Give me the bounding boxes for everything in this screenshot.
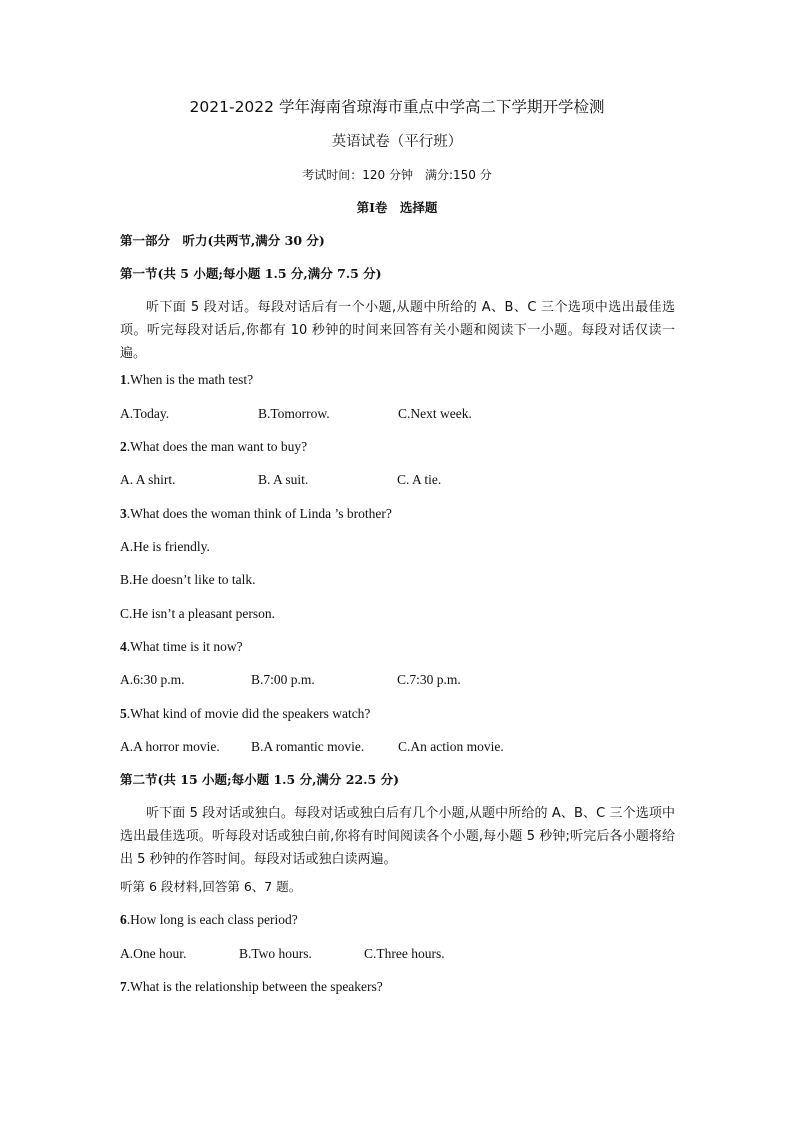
question-2 (120, 439, 307, 455)
question-number: 7 (120, 979, 127, 994)
q6-option-a: A.One hour. (120, 946, 187, 961)
question-text: .What time is it now? (126, 639, 243, 654)
exam-title: 2021-2022 学年海南省琼海市重点中学高二下学期开学检测 (189, 98, 605, 116)
question-number: 2 (120, 439, 127, 454)
section1-heading: 第一节(共 5 小题;每小题 1.5 分,满分 7.5 分) (120, 266, 382, 281)
exam-info: 考试时间：120 分钟 满分:150 分 (302, 168, 492, 182)
question-4 (120, 639, 243, 655)
question-text: .When is the math test? (126, 372, 254, 387)
question-number: 3 (120, 506, 127, 521)
question-3 (120, 506, 392, 522)
section1-instructions: 听下面 5 段对话。每段对话后有一个小题,从题中所给的 A、B、C 三个选项中选出最佳选项。听完每段对话后,你都有 10 秒钟的时间来回答有关小题和阅读下一小题。每段对话仅读一遍。 (120, 300, 675, 361)
q5-option-c: C.An action movie. (398, 739, 504, 754)
q4-option-b: B.7:00 p.m. (251, 672, 315, 687)
q4-option-a: A.6:30 p.m. (120, 672, 185, 687)
q5-option-a: A.A horror movie. (120, 739, 220, 754)
exam-subtitle: 英语试卷（平行班） (331, 134, 463, 150)
q2-option-a: A. A shirt. (120, 472, 176, 487)
q1-option-b: B.Tomorrow. (258, 406, 330, 421)
question-text: .What does the woman think of Linda ’s brother? (126, 506, 392, 521)
q6-option-b: B.Two hours. (239, 946, 312, 961)
question-5 (120, 706, 370, 722)
q3-option-b: B.He doesn’t like to talk. (120, 572, 256, 587)
question-text: .What does the man want to buy? (126, 439, 308, 454)
section2-instructions: 听下面 5 段对话或独白。每段对话或独白后有几个小题,从题中所给的 A、B、C 三个选项中选出最佳选项。听每段对话或独白前,你将有时间阅读各个小题,每小题 5 秒钟;听完后各小题将给出 5 秒钟的作答时间。每段对话或独白读两遍。 (120, 806, 675, 867)
q3-option-a: A.He is friendly. (120, 539, 210, 554)
question-number: 4 (120, 639, 127, 654)
q5-option-b: B.A romantic movie. (251, 739, 365, 754)
part1-heading: 第一部分 听力(共两节,满分 30 分) (120, 233, 325, 248)
volume-heading: 第Ⅰ卷 选择题 (356, 200, 438, 215)
q1-option-c: C.Next week. (398, 406, 472, 421)
section2-heading: 第二节(共 15 小题;每小题 1.5 分,满分 22.5 分) (120, 772, 399, 787)
question-number: 6 (120, 912, 127, 927)
question-number: 5 (120, 706, 127, 721)
question-text: .What kind of movie did the speakers watch? (126, 706, 371, 721)
q3-option-c: C.He isn’t a pleasant person. (120, 606, 275, 621)
question-6 (120, 912, 298, 928)
material-note: 听第 6 段材料,回答第 6、7 题。 (120, 879, 302, 894)
question-number: 1 (120, 372, 127, 387)
question-text: .What is the relationship between the speakers? (126, 979, 383, 994)
q2-option-b: B. A suit. (258, 472, 309, 487)
q4-option-c: C.7:30 p.m. (397, 672, 461, 687)
question-7 (120, 979, 383, 995)
question-text: .How long is each class period? (126, 912, 298, 927)
q6-option-c: C.Three hours. (364, 946, 445, 961)
q1-option-a: A.Today. (120, 406, 170, 421)
q2-option-c: C. A tie. (397, 472, 442, 487)
question-1 (120, 372, 253, 388)
